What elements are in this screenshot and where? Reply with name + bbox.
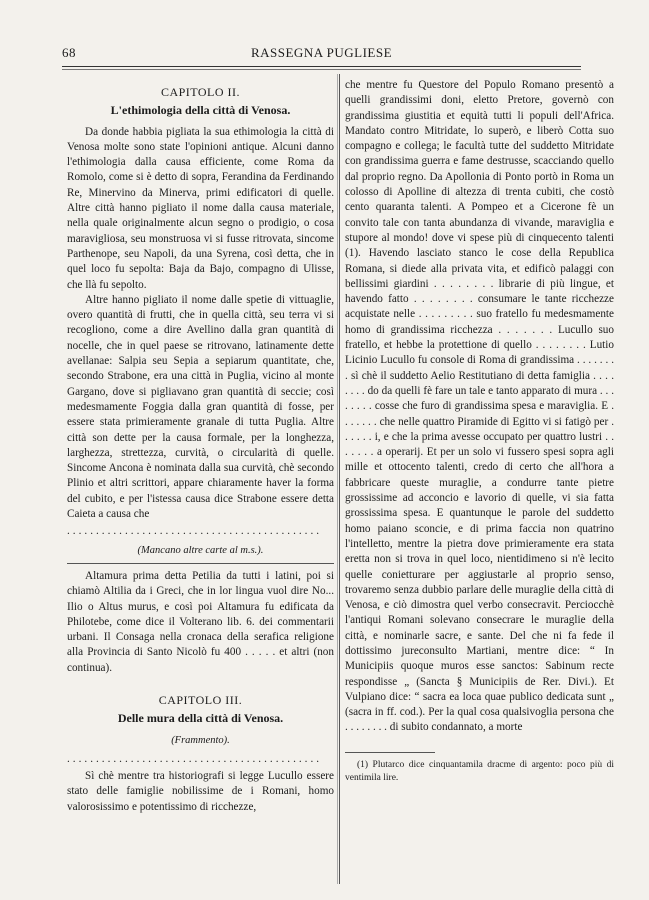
chapter-3-title: Delle mura della città di Venosa. bbox=[117, 711, 284, 726]
lacuna-dots: ............................................ bbox=[67, 752, 323, 765]
running-title: RASSEGNA PUGLIESE bbox=[250, 45, 393, 60]
chapter-3-heading: CAPITOLO III. bbox=[158, 692, 243, 707]
fragment-note: (Frammento). bbox=[171, 734, 230, 746]
paragraph: Sì chè mentre tra historiografi si legge Lucullo essere stato delle famiglie nobilissime de i Romani, homo valorosissimo e potentissimo di ricchezze, bbox=[67, 770, 334, 813]
page-number: 68 bbox=[62, 45, 76, 60]
footnote: (1) Plutarco dice cinquantamila dracme di argento: poco più di ventimila lire. bbox=[345, 759, 614, 783]
left-column bbox=[67, 78, 334, 815]
chapter-2-heading: CAPITOLO II. bbox=[160, 85, 241, 99]
running-header bbox=[62, 45, 581, 63]
header-rule bbox=[62, 66, 581, 67]
chapter-2-title: L'ethimologia della città di Venosa. bbox=[110, 103, 291, 118]
header-rule-secondary bbox=[62, 69, 581, 70]
paragraph: che mentre fu Questore del Populo Romano presentò a quelli grandissimi doni, eletto Pretore, governò con grandissima giustitia et equità tutti li populi dell'Africa. Mandato contro Mitridate, lo superò, e liberò Cotta suo compagno e collega; le facultà tutte del suddetto Mitridate con grandissima guerra e fame destrusse, scacciando quello dal proprio regno. Da Apollonia di Ponto portò in Roma un colosso di Apolline di altezza di trenta cubiti, che costò cento quaranta talenti. A Pompeo et a Cicerone fè un convito tale con tanta abundanza di vivande, maraviglia e stupore al mondo! dove vi spese più di cinquecento talenti (1). Havendo lasciato stanco le cose della Republica Romana, si diede alla privata vita, et edificò palaggi con bellissimi giardini . . . . . . . . librarie di più lingue, et havendo fatto . . . . . . . . consumare le tante ricchezze acquistate nelle . . . . . . . . . suo fratello fu medesmamente homo di grandissima ricchezza . . . . . . . Lucullo suo fratello, et hebbe la protettione di quello . . . . . . . . Lutio Licinio Lucullo fu console di Roma di grandissima . . . . . . . . sì chè il suddetto Aelio Restitutiano di detta famiglia . . . . . . . . do da quelli fè fare un tale e tanto apparato di mura . . . . . . . . cosse che furo di grandissima spesa e maraviglia. E . . . . . . . che nelle quattro Piramide di Egitto vi si fatigò per . . . . . . i, e che la prima avesse occupato per quattro lustri . . . . . . . a operarij. Et per un solo vi fussero spesi sopra agli mille et ottocento talenti, credo di certo che all'hora a fabbricare queste muraglie, a condurre tante pietre grossissime ad acconcio e lavorio di quelle, vi sia fatta grossissima spesa. E quantunque le parole del suddetto homo paiano sconcie, e di prima faccia non quatrino l'intelletto, mentre la pietra dove primieramente era stata eretta non si trova in quel loco, nientidimeno si n'è lecito quelle conietturare per aggiustarle al proprio senso, trovaremo senza dubbio parlare delle muraglie della città di Venosa, e ciò dimostra quel verbo consecravit. Perciocchè l'antiqui Romani solevano consecrare le muraglie della città, e nominarle sacre, e sante. Del che ni fa fede il dottissimo jureconsulto Martiani, mentre dice: “ In Municipiis quoque muros esse sanctos: Sabinum recte respondisse „ (Sancta § Municipiis de Rer. Divi.). Et Vulpiano dice: “ sacra ea loca quae publico dedicata sunt „ (sacra in ff. cod.). Per la qual cosa qualsivoglia persona che . . . . . . . . di subito condannato, a morte bbox=[345, 79, 614, 734]
column-divider-secondary bbox=[337, 74, 338, 884]
paragraph: Altre hanno pigliato il nome dalle spetie di vittuaglie, overo quantità di frutti, che in quella città, seu terra vi si recogliono, come a dire Avellino dalla gran quantità di nocelle, che in quel paese se ritrovano, latinamente dette avellanae: Salpia seu Sepia a sepiarum quantitate, che, secondo Strabone, era una città in Puglia, vicino al monte Gargano, dove si pigliavano gran quantità di seccie; così medesmamente Foggia dalla gran quantità di fosse, per essere stata primieramente granale di tutta Puglia. Altre città son dette per la causa formale, per la longhezza, larghezza, strettezza, curvità, o circularità di quelle. Sincome Ancona è nominata dalla sua curvità, chè secondo Plinio et altri scrittori, appare chiaramente haver la forma del cubito, e per l'istessa causa dice Strabone essere detta Caieta a causa che bbox=[67, 293, 334, 521]
missing-pages-note: (Mancano altre carte al m.s.). bbox=[137, 544, 264, 556]
column-divider bbox=[339, 74, 340, 884]
lacuna-dots: ............................................ bbox=[67, 525, 323, 538]
footnote-rule bbox=[345, 752, 435, 753]
right-column bbox=[345, 78, 614, 785]
section-separator bbox=[67, 563, 334, 564]
paragraph: Altamura prima detta Petilia da tutti i latini, poi si chiamò Altilia da i Greci, che in lor lingua vuol dire No... Ilio o Altus murus, e così poi Altamura fu edificata da Philotebe, come dice il Volterano lib. 6. dei commentarii urbani. Il Consaga nella cronaca della serafica religione alla Provincia di Santo Nicolò fu 400 . . . . . et altri (non continua). bbox=[67, 569, 334, 674]
paragraph: Da donde habbia pigliata la sua ethimologia la città di Venosa molte sono state l'opinioni antique. Alcuni danno l'ethimologia dalla causa efficiente, come Roma da Romolo, come si è detto di sopra, Ferandina da Ferdinando Re, Minervino da Minerva, primi edificatori di quelle. Altre città hanno pigliato il nome dalla causa materiale, nella quale originalmente alcun segno o prodigio, o cosa maravigliosa, seu monstruosa vi si fusse ritrovata, sincome Parthenope, seu Napoli, da una Syrena, così detta, che in quel loco fu sepolta: Baja da Bajo, compagno di Ulisse, che llà fu sepolto. bbox=[67, 125, 334, 291]
